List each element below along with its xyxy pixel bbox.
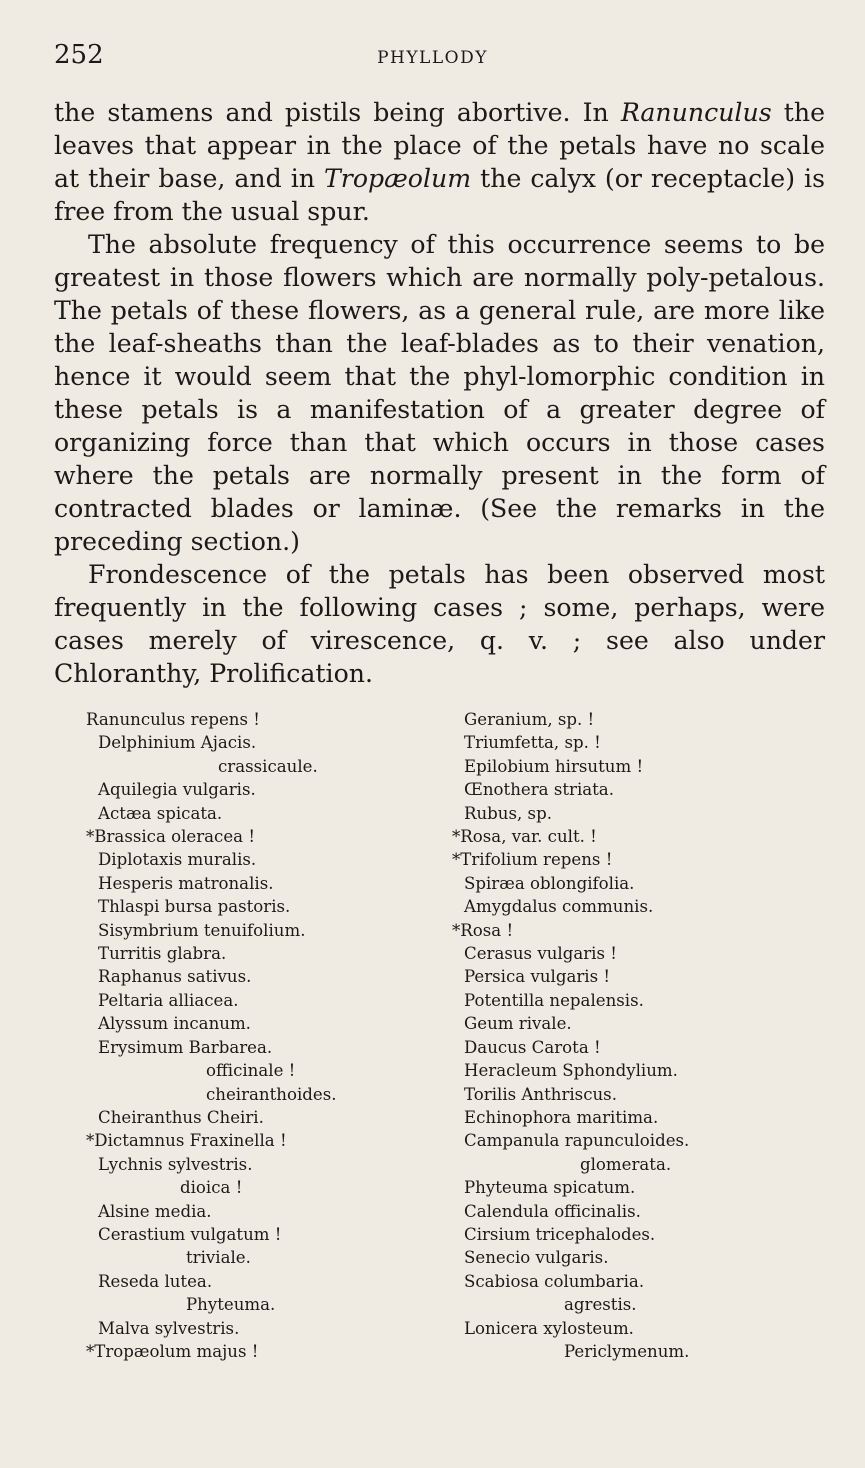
page-number: 252	[54, 40, 104, 70]
list-item: Calendula officinalis.	[464, 1201, 641, 1221]
list-item: Turritis glabra.	[98, 944, 227, 964]
list-item: Senecio vulgaris.	[464, 1248, 609, 1268]
list-item: Campanula rapunculoides.	[464, 1131, 690, 1151]
running-head: PHYLLODY	[377, 48, 488, 68]
list-item: Thlaspi bursa pastoris.	[98, 897, 291, 917]
paragraph-2: The absolute frequency of this occurrence seems to be greatest in those flowers which are normally poly-petalous. The petals of these flowers, as a general rule, are more like the leaf-sheaths than the leaf-blades as to their venation, hence it would seem that the phyl-lomorphic condition in these petals is a manifestation of a greater degree of organizing force than that which occurs in those cases where the petals are normally present in the form of contracted blades or laminæ. (See the remarks in the preceding section.)	[54, 230, 825, 556]
list-item: *Rosa !	[452, 920, 514, 940]
list-item: Cheiranthus Cheiri.	[98, 1107, 264, 1127]
list-item: Alyssum incanum.	[98, 1014, 251, 1034]
paragraph-1-text-a: the stamens and pistils being abortive. In	[54, 98, 621, 127]
list-item: cheiranthoides.	[206, 1084, 337, 1104]
list-item: Aquilegia vulgaris.	[98, 780, 256, 800]
list-item: Raphanus sativus.	[98, 967, 252, 987]
list-item: Lonicera xylosteum.	[464, 1318, 634, 1338]
list-item: *Dictamnus Fraxinella !	[86, 1131, 287, 1151]
list-item: Epilobium hirsutum !	[464, 756, 644, 776]
list-item: glomerata.	[580, 1154, 672, 1174]
list-item: Phyteuma.	[186, 1295, 276, 1315]
taxon-tropaeolum: Tropæolum	[323, 164, 472, 193]
list-item: Daucus Carota !	[464, 1037, 601, 1057]
species-list-right	[452, 708, 689, 1363]
list-item: Persica vulgaris !	[464, 967, 611, 987]
list-item: Diplotaxis muralis.	[98, 850, 257, 870]
list-item: agrestis.	[564, 1295, 637, 1315]
list-item: Cerasus vulgaris !	[464, 944, 617, 964]
list-item: Rubus, sp.	[464, 803, 552, 823]
list-item: Sisymbrium tenuifolium.	[98, 920, 306, 940]
list-item: Cerastium vulgatum !	[98, 1224, 282, 1244]
paragraph-1-text-c: the calyx (or receptacle) is free from the usual spur.	[54, 164, 825, 226]
list-item: Actæa spicata.	[98, 803, 223, 823]
paragraph-1	[54, 96, 825, 228]
list-item: Ranunculus repens !	[86, 710, 260, 729]
list-item: *Trifolium repens !	[452, 850, 613, 870]
list-item: Lychnis sylvestris.	[98, 1154, 253, 1174]
list-item: *Rosa, var. cult. !	[452, 827, 597, 847]
list-item: Geranium, sp. !	[464, 710, 595, 729]
list-item: Œnothera striata.	[464, 780, 614, 800]
paragraph-3: Frondescence of the petals has been observed most frequently in the following cases ; some, perhaps, were cases merely of virescence, q. v. ; see also under Chloranthy, Prolification.	[54, 560, 825, 688]
list-item: officinale !	[206, 1061, 296, 1081]
list-item: Heracleum Sphondylium.	[464, 1061, 678, 1081]
list-item: triviale.	[186, 1248, 251, 1268]
list-item: Peltaria alliacea.	[98, 990, 239, 1010]
paragraph-1-text-b: the leaves that appear in the place of the petals have no scale at their base, and in	[54, 98, 825, 193]
list-item: Malva sylvestris.	[98, 1318, 240, 1338]
species-list-left	[86, 708, 337, 1363]
list-item: Amygdalus communis.	[464, 897, 654, 917]
list-item: Phyteuma spicatum.	[464, 1178, 636, 1198]
list-item: Geum rivale.	[464, 1014, 572, 1034]
list-item: Potentilla nepalensis.	[464, 990, 644, 1010]
list-item: Spiræa oblongifolia.	[464, 873, 635, 893]
list-item: Erysimum Barbarea.	[98, 1037, 273, 1057]
list-item: Alsine media.	[98, 1201, 212, 1221]
list-item: *Brassica oleracea !	[86, 827, 256, 847]
list-item: *Tropæolum majus !	[86, 1341, 259, 1361]
list-item: Echinophora maritima.	[464, 1107, 659, 1127]
list-item: Reseda lutea.	[98, 1271, 213, 1291]
list-item: dioica !	[180, 1178, 243, 1198]
list-item: Scabiosa columbaria.	[464, 1271, 645, 1291]
body-text	[54, 96, 825, 690]
list-item: Periclymenum.	[564, 1341, 690, 1361]
list-item: crassicaule.	[218, 756, 318, 776]
list-item: Delphinium Ajacis.	[98, 733, 257, 753]
list-item: Cirsium tricephalodes.	[464, 1224, 656, 1244]
list-item: Hesperis matronalis.	[98, 873, 274, 893]
list-item: Triumfetta, sp. !	[464, 733, 601, 753]
taxon-ranunculus: Ranunculus	[620, 98, 772, 127]
list-item: Torilis Anthriscus.	[464, 1084, 617, 1104]
